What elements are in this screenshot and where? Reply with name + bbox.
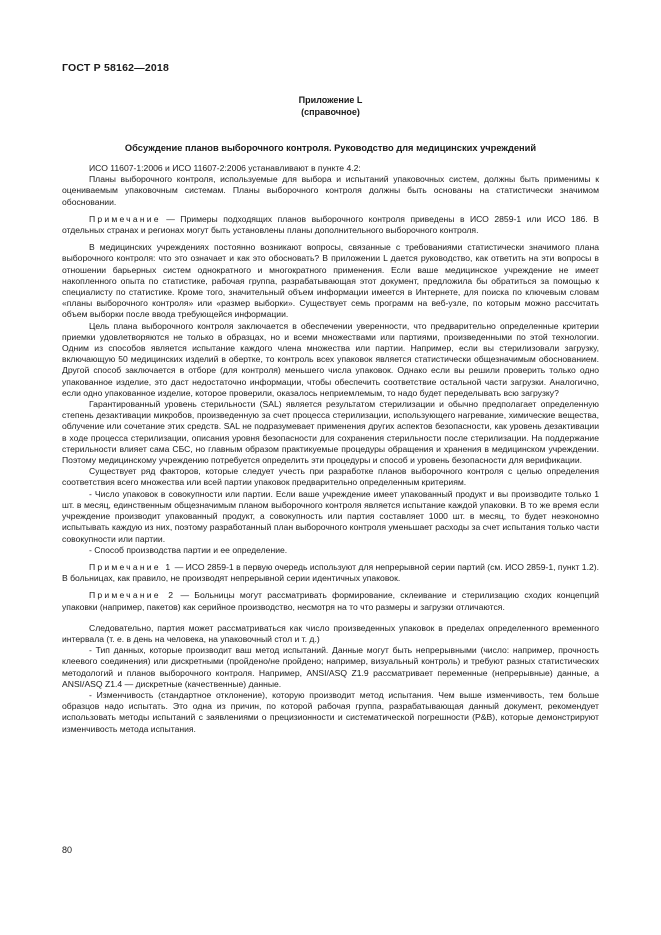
paragraph-factors: Существует ряд факторов, которые следует учесть при разработке планов выборочного контроля с целью определения соответствия всего множества или всей партии упаковок предварительно определенным критериям.	[62, 466, 599, 488]
paragraph-plans-requirement: Планы выборочного контроля, используемые для выбора и испытаний упаковочных систем, должны быть применимы к оцениваемым упаковочным системам. Планы выборочного контроля должны быть основаны на статистически значимом обосновании.	[62, 174, 599, 207]
note-2-label: Примечание 2	[89, 590, 176, 601]
note-1-label: Примечание 1	[89, 561, 173, 572]
paragraph-sal: Гарантированный уровень стерильности (SAL) является результатом стерилизации и обычно предполагает определенную степень дезактивации микробов, произведенную за счет процесса стерилизации, использующего нагревание, химические вещества, облучение или сочетание этих средств. SAL не подразумевает применения других аспектов безопасности, как уровень дезактивации в ходе процесса стерилизации, описания уровня безопасности для сохранения стерильности после стерилизации. На поддержание стерильности влияет сама СБС, но главным образом практикуемые процедуры обращения и хранения в медицинском учреждении. Поэтому медицинскому учреждению потребуется определить эти процедуры и способ и уровень безопасности для верификации.	[62, 399, 599, 466]
note-1-paragraph	[62, 562, 599, 584]
note-paragraph	[62, 214, 599, 236]
paragraph-batch-definition: Следовательно, партия может рассматриваться как число произведенных упаковок в пределах определенного временного интервала (т. е. в день на человека, на упаковочный стол и т. д.)	[62, 622, 599, 644]
paragraph-medical-questions: В медицинских учреждениях постоянно возникают вопросы, связанные с требованиями статистически значимого плана выборочного контроля: что это означает и как это обосновать? В приложении L дается руководство, как ответить на эти вопросы в отношении барьерных систем однократного и многократного применения. Если ваше медицинское учреждение не имеет накопленного опыта по статистике, рабочая группа, разрабатывающая этот документ, предложила бы обратиться за помощью к специалисту по статистике. Кроме того, значительный объем информации имеется в Интернете, для поиска по ключевым словам «планы выборочного контроля» или «размер выборки». Существует семь программ на веб-узле, по которым можно рассчитать объем выборки после ввода требующейся информации.	[62, 242, 599, 320]
list-item-package-count: - Число упаковок в совокупности или партии. Если ваше учреждение имеет упакованный продукт и вы производите только 1 шт. в месяц, единственным общезначимым планом выборочного контроля является испытание каждой упаковки. В то же время если учреждение производит упакованный продукт, а совокупность или партия составляет 1000 шт. в месяц, то будет неэкономно испытывать каждую из них, поэтому разработанный план выборочного контроля уменьшает расходы за счет испытания только части совокупности или партии.	[62, 488, 599, 544]
note-label: Примечание	[89, 213, 161, 224]
note-2-text: — Больницы могут рассматривать формирование, склеивание и стерилизацию сходих концепций упаковки (например, пакетов) как серийное производство, несмотря на то что размеры и загрузки отличаются.	[62, 590, 599, 612]
document-body	[62, 163, 599, 735]
list-item-data-type: - Тип данных, которые производит ваш метод испытаний. Данные могут быть непрерывными (число: например, прочность клеевого соединения) или дискретными (пройдено/не пройдено; например, визуальный контроль) и требуют разных статистических методологий и планов выборочного контроля. Например, ANSI/ASQ Z1.9 рассматривает переменные (непрерывные) данные, а ANSI/ASQ Z1.4 — дискретные (качественные) данные.	[62, 645, 599, 689]
list-item-batch-method: - Способ производства партии и ее определение.	[89, 544, 288, 555]
appendix-title: Приложение L	[298, 95, 363, 105]
note-text: — Примеры подходящих планов выборочного контроля приведены в ИСО 2859-1 или ИСО 186. В отдельных странах и регионах могут быть установлены планы дополнительного выборочного контроля.	[62, 213, 599, 236]
paragraph-sampling-goal: Цель плана выборочного контроля заключается в обеспечении уверенности, что предварительно определенные критерии приемки удовлетворяются не только в образцах, но и всеми множествами или партиями, произведенными по этой технологии. Одним из способов является испытание каждого члена множества или партии. Например, если вы стерилизовали загрузку, включающую 50 медицинских изделий в обертке, то контроль всех упаковок является статистически общезначимым обоснованием. Другой способ заключается в отборе (для контроля) меньшего числа упаковок. Однако если вы решили проверить только одно упакованное изделие, это даст недостаточно информации, чтобы обеспечить соответствие остальной части загрузки. Аналогично, если одно упакованное изделие, которое проверили, оказалось неприемлемым, то надо будет переделывать всю загрузку?	[62, 320, 599, 398]
document-header: ГОСТ Р 58162—2018	[62, 62, 170, 74]
section-title: Обсуждение планов выборочного контроля. Руководство для медицинских учреждений	[124, 143, 537, 153]
note-1-text: — ИСО 2859-1 в первую очередь используют для непрерывной серии партий (см. ИСО 2859-1, пункт 1.2). В больницах, как правило, не производят непрерывной серии идентичных упаковок.	[62, 561, 599, 584]
note-2-paragraph	[62, 590, 599, 612]
page-number: 80	[62, 845, 73, 855]
list-item-variability: - Изменчивость (стандартное отклонение), которую производит метод испытания. Чем выше изменчивость, тем больше образцов надо испытать. Это одна из причин, по которой рабочая группа, разрабатывающая данный документ, рекомендует использовать методы испытаний с заявлениями о прецизионности и систематической погрешности (P&B), которые демонстрируют изменчивость метода испытания.	[62, 689, 599, 734]
paragraph-iso-reference: ИСО 11607-1:2006 и ИСО 11607-2:2006 устанавливают в пункте 4.2:	[89, 163, 361, 173]
appendix-subtitle: (справочное)	[301, 107, 360, 117]
